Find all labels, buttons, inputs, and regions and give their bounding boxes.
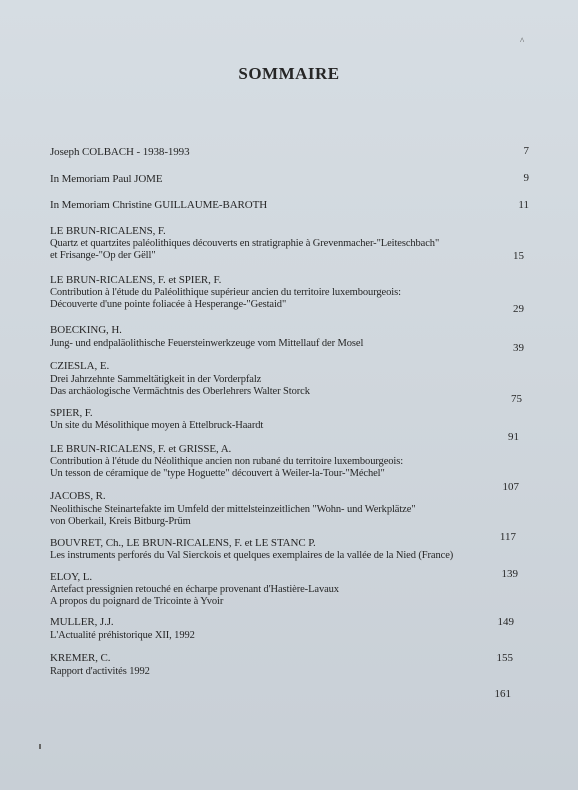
toc-entry-title: Joseph COLBACH - 1938-1993	[50, 146, 190, 158]
toc-entry-title: Artefact pressignien retouché en écharpe provenant d'Hastière-Lavaux	[50, 584, 339, 595]
toc-entry-title: Contribution à l'étude du Paléolithique supérieur ancien du territoire luxembourgeois:	[50, 287, 401, 298]
toc-entry-title: In Memoriam Paul JOME	[50, 173, 163, 185]
toc-entry-title: Quartz et quartzites paléolithiques découverts en stratigraphie à Grevenmacher-"Leiteschbach"	[50, 238, 440, 249]
toc-page-number: 9	[523, 172, 529, 184]
toc-page-number: 91	[508, 431, 519, 443]
toc-entry-title: et Frisange-"Op der Gëll"	[50, 250, 156, 261]
toc-entry-title: Rapport d'activités 1992	[50, 666, 150, 677]
corner-mark: ^	[520, 36, 525, 46]
toc-entry-title: A propos du poignard de Tricointe à Yvoir	[50, 596, 224, 607]
toc-page-number: 39	[513, 342, 524, 354]
toc-page-number: 11	[518, 199, 529, 211]
toc-entry-author: KREMER, C.	[50, 652, 111, 664]
toc-entry-title: Un site du Mésolithique moyen à Ettelbruck-Haardt	[50, 420, 264, 431]
toc-entry-author: ELOY, L.	[50, 571, 93, 583]
toc-page-number: 161	[494, 688, 511, 700]
toc-page-number: 7	[523, 145, 529, 157]
toc-entry-title: Drei Jahrzehnte Sammeltätigkeit in der Vorderpfalz	[50, 374, 262, 385]
toc-entry-author: JACOBS, R.	[50, 490, 106, 502]
toc-entry-author: LE BRUN-RICALENS, F.	[50, 225, 166, 237]
toc-entry-author: MULLER, J.J.	[50, 616, 114, 628]
page-title: SOMMAIRE	[238, 64, 340, 83]
toc-entry-title: In Memoriam Christine GUILLAUME-BAROTH	[50, 199, 268, 211]
toc-entry-title: Contribution à l'étude du Néolithique ancien non rubané du territoire luxembourgeois:	[50, 456, 404, 467]
toc-entry-author: LE BRUN-RICALENS, F. et GRISSE, A.	[50, 443, 232, 455]
toc-entry-author: CZIESLA, E.	[50, 360, 110, 372]
toc-page-number: 75	[511, 393, 522, 405]
toc-entry-title: Neolithische Steinartefakte im Umfeld der mittelsteinzeitlichen "Wohn- und Werkplätze"	[50, 504, 416, 515]
toc-entry-title: von Oberkail, Kreis Bitburg-Prüm	[50, 516, 191, 527]
toc-page-number: 15	[513, 250, 524, 262]
toc-entry-author: SPIER, F.	[50, 407, 93, 419]
toc-entry-title: Jung- und endpaläolithische Feuersteinwerkzeuge vom Mittellauf der Mosel	[50, 338, 364, 349]
toc-page-number: 117	[499, 531, 516, 543]
toc-page-number: 155	[496, 652, 513, 664]
toc-page-number: 149	[497, 616, 514, 628]
toc-entry-title: L'Actualité préhistorique XII, 1992	[50, 630, 195, 641]
toc-entry-author: BOECKING, H.	[50, 324, 122, 336]
toc-entry-title: Das archäologische Vermächtnis des Oberlehrers Walter Storck	[50, 386, 310, 397]
toc-entry-title: Découverte d'une pointe foliacée à Hesperange-"Gestaid"	[50, 299, 287, 310]
toc-entry-title: Les instruments perforés du Val Sierckois et quelques exemplaires de la vallée de la Nied (France)	[50, 550, 454, 561]
toc-entry-author: LE BRUN-RICALENS, F. et SPIER, F.	[50, 274, 222, 286]
toc-entry-title: Un tesson de céramique de "type Hoguette" découvert à Weiler-la-Tour-"Méchel"	[50, 468, 385, 479]
toc-page-number: 139	[501, 568, 518, 580]
page-speck	[39, 744, 41, 749]
toc-page-number: 29	[513, 303, 524, 315]
toc-entry-author: BOUVRET, Ch., LE BRUN-RICALENS, F. et LE STANC P.	[50, 537, 316, 549]
toc-page-number: 107	[502, 481, 519, 493]
